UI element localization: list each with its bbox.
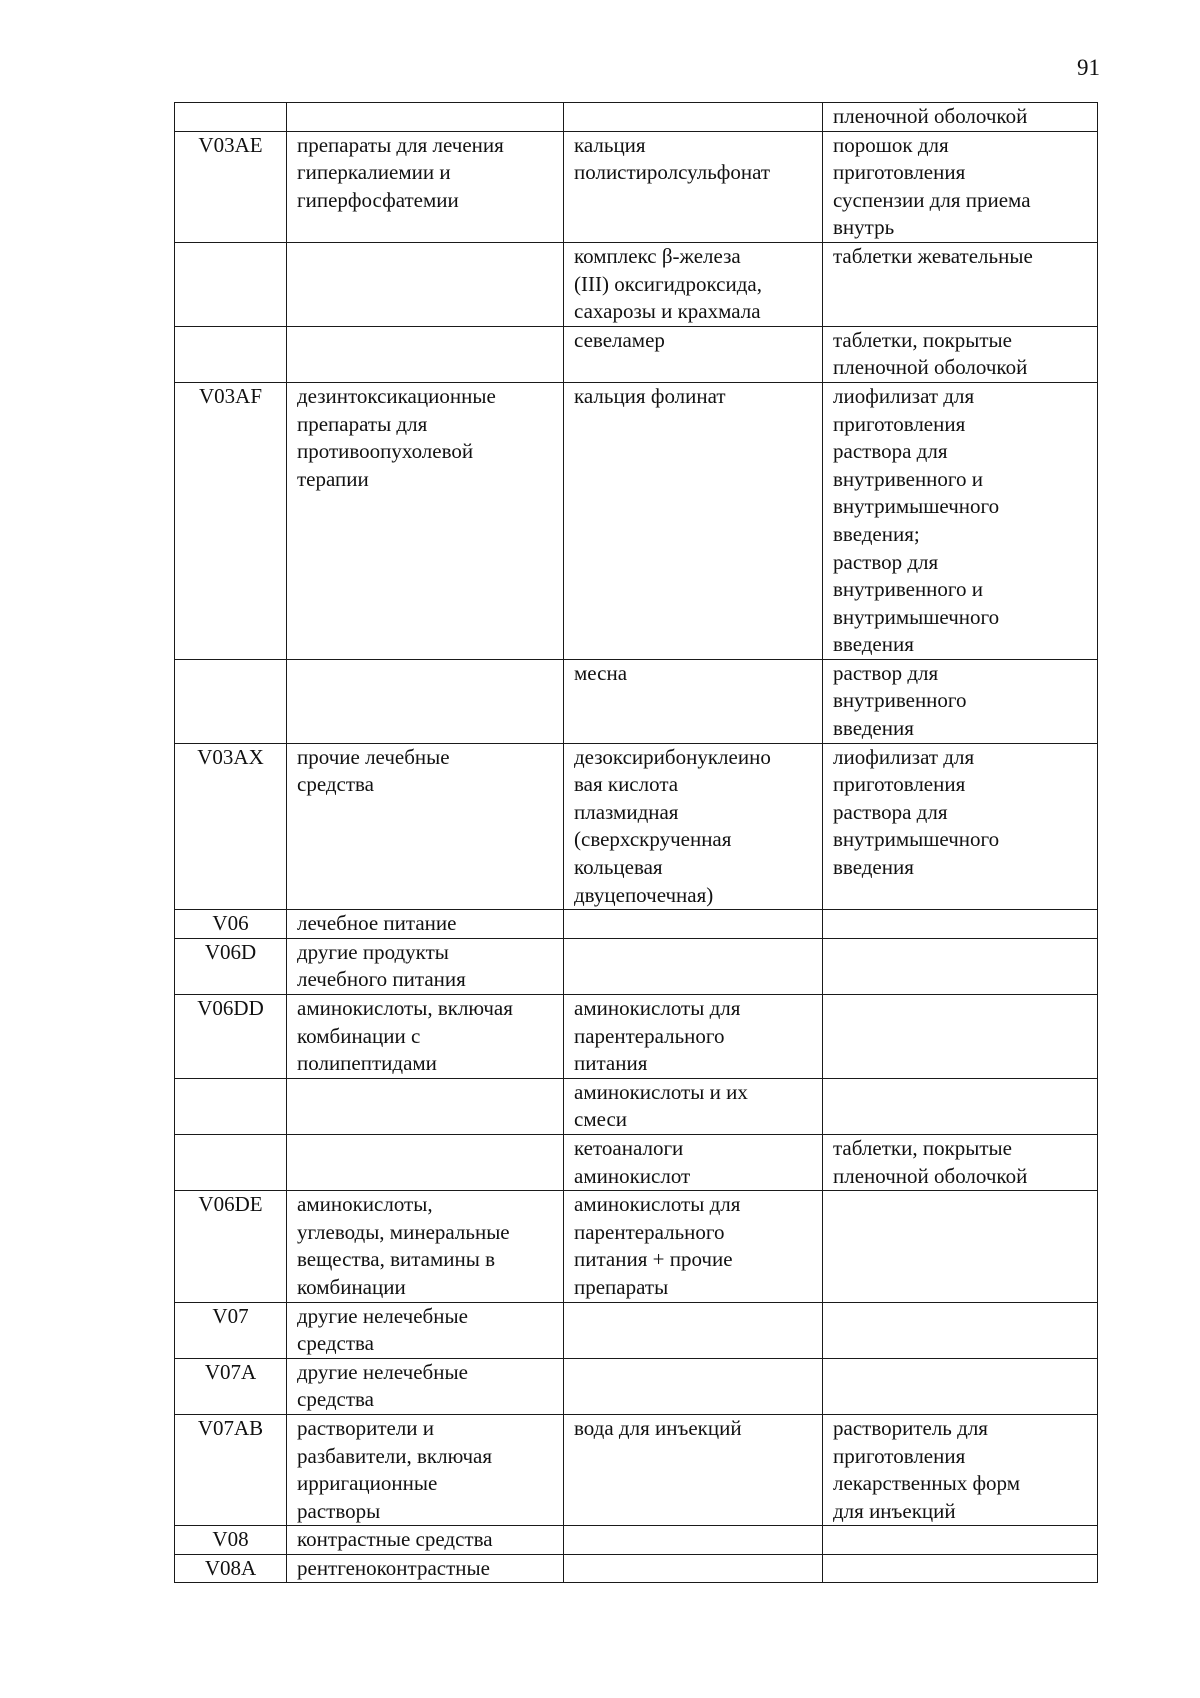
group-name-cell bbox=[287, 659, 564, 743]
atc-code-cell bbox=[175, 1526, 287, 1555]
drug-name: дезоксирибонуклеино вая кислота плазмидная (сверхскрученная кольцевая двуцепочечная) bbox=[574, 744, 771, 907]
drug-name: кетоаналоги аминокислот bbox=[574, 1135, 691, 1188]
atc-code-cell bbox=[175, 910, 287, 939]
dosage-form: порошок для приготовления суспензии для приема внутрь bbox=[833, 132, 1031, 240]
group-name: другие продукты лечебного питания bbox=[297, 939, 466, 992]
dosage-form: раствор для внутривенного введения bbox=[833, 660, 967, 741]
atc-code: V06 bbox=[212, 911, 249, 936]
table-row bbox=[175, 382, 1098, 659]
dosage-form-cell bbox=[823, 103, 1098, 132]
atc-code-cell bbox=[175, 326, 287, 382]
drug-name: аминокислоты и их смеси bbox=[574, 1079, 748, 1132]
atc-code-cell bbox=[175, 131, 287, 242]
atc-code-cell bbox=[175, 1358, 287, 1414]
dosage-form-cell bbox=[823, 1302, 1098, 1358]
dosage-form-cell bbox=[823, 659, 1098, 743]
drug-name: аминокислоты для парентерального питания bbox=[574, 996, 741, 1076]
group-name: контрастные средства bbox=[297, 1527, 493, 1552]
atc-code-cell bbox=[175, 1414, 287, 1525]
atc-code: V06DE bbox=[198, 1192, 263, 1217]
dosage-form: таблетки, покрытые пленочной оболочкой bbox=[833, 327, 1028, 380]
table-row bbox=[175, 131, 1098, 242]
dosage-form-cell bbox=[823, 995, 1098, 1079]
atc-code-cell bbox=[175, 1191, 287, 1302]
atc-code: V06D bbox=[204, 939, 257, 964]
table-row bbox=[175, 1526, 1098, 1555]
atc-code: V07 bbox=[212, 1303, 249, 1328]
group-name-cell bbox=[287, 743, 564, 910]
group-name: аминокислоты, включая комбинации с полипептидами bbox=[297, 996, 513, 1076]
page-number: 91 bbox=[1077, 55, 1100, 80]
drug-name: аминокислоты для парентерального питания + прочие препараты bbox=[574, 1192, 741, 1299]
dosage-form: лиофилизат для приготовления раствора для внутривенного и внутримышечного введения; раствор для внутривенного и внутримышечного введения bbox=[833, 383, 1000, 657]
dosage-form-cell bbox=[823, 1414, 1098, 1525]
drug-name-cell bbox=[564, 103, 823, 132]
atc-code: V03AE bbox=[198, 132, 263, 157]
table-row bbox=[175, 910, 1098, 939]
dosage-form: растворитель для приготовления лекарственных форм для инъекций bbox=[833, 1415, 1021, 1523]
dosage-form-cell bbox=[823, 382, 1098, 659]
drug-name-cell bbox=[564, 910, 823, 939]
group-name-cell bbox=[287, 995, 564, 1079]
dosage-form: пленочной оболочкой bbox=[833, 104, 1028, 128]
dosage-form-cell bbox=[823, 1554, 1098, 1583]
group-name: препараты для лечения гиперкалиемии и гиперфосфатемии bbox=[297, 132, 504, 212]
group-name-cell bbox=[287, 1554, 564, 1583]
atc-code: V07AB bbox=[197, 1415, 264, 1440]
dosage-form: лиофилизат для приготовления раствора для внутримышечного введения bbox=[833, 744, 1000, 880]
atc-code-cell bbox=[175, 1078, 287, 1134]
group-name-cell bbox=[287, 910, 564, 939]
drug-name-cell bbox=[564, 1526, 823, 1555]
table-row bbox=[175, 1078, 1098, 1134]
group-name-cell bbox=[287, 382, 564, 659]
group-name-cell bbox=[287, 1414, 564, 1525]
group-name-cell bbox=[287, 1134, 564, 1190]
table-row bbox=[175, 659, 1098, 743]
dosage-form-cell bbox=[823, 326, 1098, 382]
drug-name-cell bbox=[564, 242, 823, 326]
drug-name-cell bbox=[564, 326, 823, 382]
group-name: рентгеноконтрастные bbox=[297, 1555, 490, 1580]
drug-name-cell bbox=[564, 1358, 823, 1414]
dosage-form-cell bbox=[823, 1191, 1098, 1302]
group-name: другие нелечебные средства bbox=[297, 1359, 468, 1412]
table-row bbox=[175, 103, 1098, 132]
atc-classification-table bbox=[174, 102, 1098, 1583]
group-name-cell bbox=[287, 326, 564, 382]
table-row bbox=[175, 743, 1098, 910]
table-row bbox=[175, 1414, 1098, 1525]
atc-code-cell bbox=[175, 659, 287, 743]
atc-code: V08A bbox=[204, 1555, 257, 1580]
group-name-cell bbox=[287, 1078, 564, 1134]
drug-name-cell bbox=[564, 1554, 823, 1583]
atc-code-cell bbox=[175, 938, 287, 994]
group-name: аминокислоты, углеводы, минеральные вещества, витамины в комбинации bbox=[297, 1192, 510, 1299]
dosage-form-cell bbox=[823, 910, 1098, 939]
drug-name: месна bbox=[574, 660, 628, 685]
group-name: дезинтоксикационные препараты для противоопухолевой терапии bbox=[297, 383, 496, 491]
group-name-cell bbox=[287, 103, 564, 132]
drug-name-cell bbox=[564, 1134, 823, 1190]
table-row bbox=[175, 1134, 1098, 1190]
group-name: другие нелечебные средства bbox=[297, 1303, 468, 1356]
dosage-form-cell bbox=[823, 743, 1098, 910]
group-name: прочие лечебные средства bbox=[297, 744, 450, 797]
drug-name-cell bbox=[564, 131, 823, 242]
group-name-cell bbox=[287, 1302, 564, 1358]
atc-code: V03AF bbox=[198, 383, 262, 408]
dosage-form-cell bbox=[823, 938, 1098, 994]
atc-code: V03AX bbox=[197, 744, 264, 769]
atc-code-cell bbox=[175, 1302, 287, 1358]
drug-name-cell bbox=[564, 382, 823, 659]
table-row bbox=[175, 995, 1098, 1079]
dosage-form-cell bbox=[823, 1526, 1098, 1555]
table-row bbox=[175, 1554, 1098, 1583]
table-row bbox=[175, 1358, 1098, 1414]
drug-name-cell bbox=[564, 1078, 823, 1134]
dosage-form-cell bbox=[823, 131, 1098, 242]
atc-code-cell bbox=[175, 382, 287, 659]
group-name-cell bbox=[287, 938, 564, 994]
drug-name: севеламер bbox=[574, 327, 665, 352]
atc-code-cell bbox=[175, 1134, 287, 1190]
group-name-cell bbox=[287, 1191, 564, 1302]
atc-code: V06DD bbox=[197, 996, 264, 1020]
drug-name-cell bbox=[564, 743, 823, 910]
dosage-form-cell bbox=[823, 242, 1098, 326]
drug-name-cell bbox=[564, 1414, 823, 1525]
drug-name-cell bbox=[564, 1302, 823, 1358]
dosage-form: таблетки, покрытые пленочной оболочкой bbox=[833, 1135, 1028, 1188]
atc-code-cell bbox=[175, 1554, 287, 1583]
atc-code: V08 bbox=[212, 1527, 249, 1552]
atc-code-cell bbox=[175, 995, 287, 1079]
drug-name-cell bbox=[564, 995, 823, 1079]
group-name: лечебное питание bbox=[297, 911, 457, 936]
table-body bbox=[175, 103, 1098, 1583]
table-row bbox=[175, 326, 1098, 382]
dosage-form-cell bbox=[823, 1358, 1098, 1414]
dosage-form-cell bbox=[823, 1078, 1098, 1134]
atc-code-cell bbox=[175, 242, 287, 326]
drug-name-cell bbox=[564, 659, 823, 743]
drug-name: кальция полистиролсульфонат bbox=[574, 132, 771, 185]
table-row bbox=[175, 1302, 1098, 1358]
table-row bbox=[175, 242, 1098, 326]
atc-code: V07A bbox=[204, 1359, 257, 1384]
drug-name: вода для инъекций bbox=[574, 1415, 742, 1440]
table-row bbox=[175, 938, 1098, 994]
drug-name-cell bbox=[564, 938, 823, 994]
drug-name-cell bbox=[564, 1191, 823, 1302]
atc-code-cell bbox=[175, 103, 287, 132]
group-name-cell bbox=[287, 131, 564, 242]
group-name-cell bbox=[287, 1358, 564, 1414]
table-row bbox=[175, 1191, 1098, 1302]
group-name-cell bbox=[287, 242, 564, 326]
group-name: растворители и разбавители, включая ирригационные растворы bbox=[297, 1415, 493, 1523]
drug-name: кальция фолинат bbox=[574, 383, 726, 408]
atc-code-cell bbox=[175, 743, 287, 910]
drug-name: комплекс β-железа (III) оксигидроксида, сахарозы и крахмала bbox=[574, 243, 762, 324]
group-name-cell bbox=[287, 1526, 564, 1555]
dosage-form: таблетки жевательные bbox=[833, 243, 1033, 268]
dosage-form-cell bbox=[823, 1134, 1098, 1190]
